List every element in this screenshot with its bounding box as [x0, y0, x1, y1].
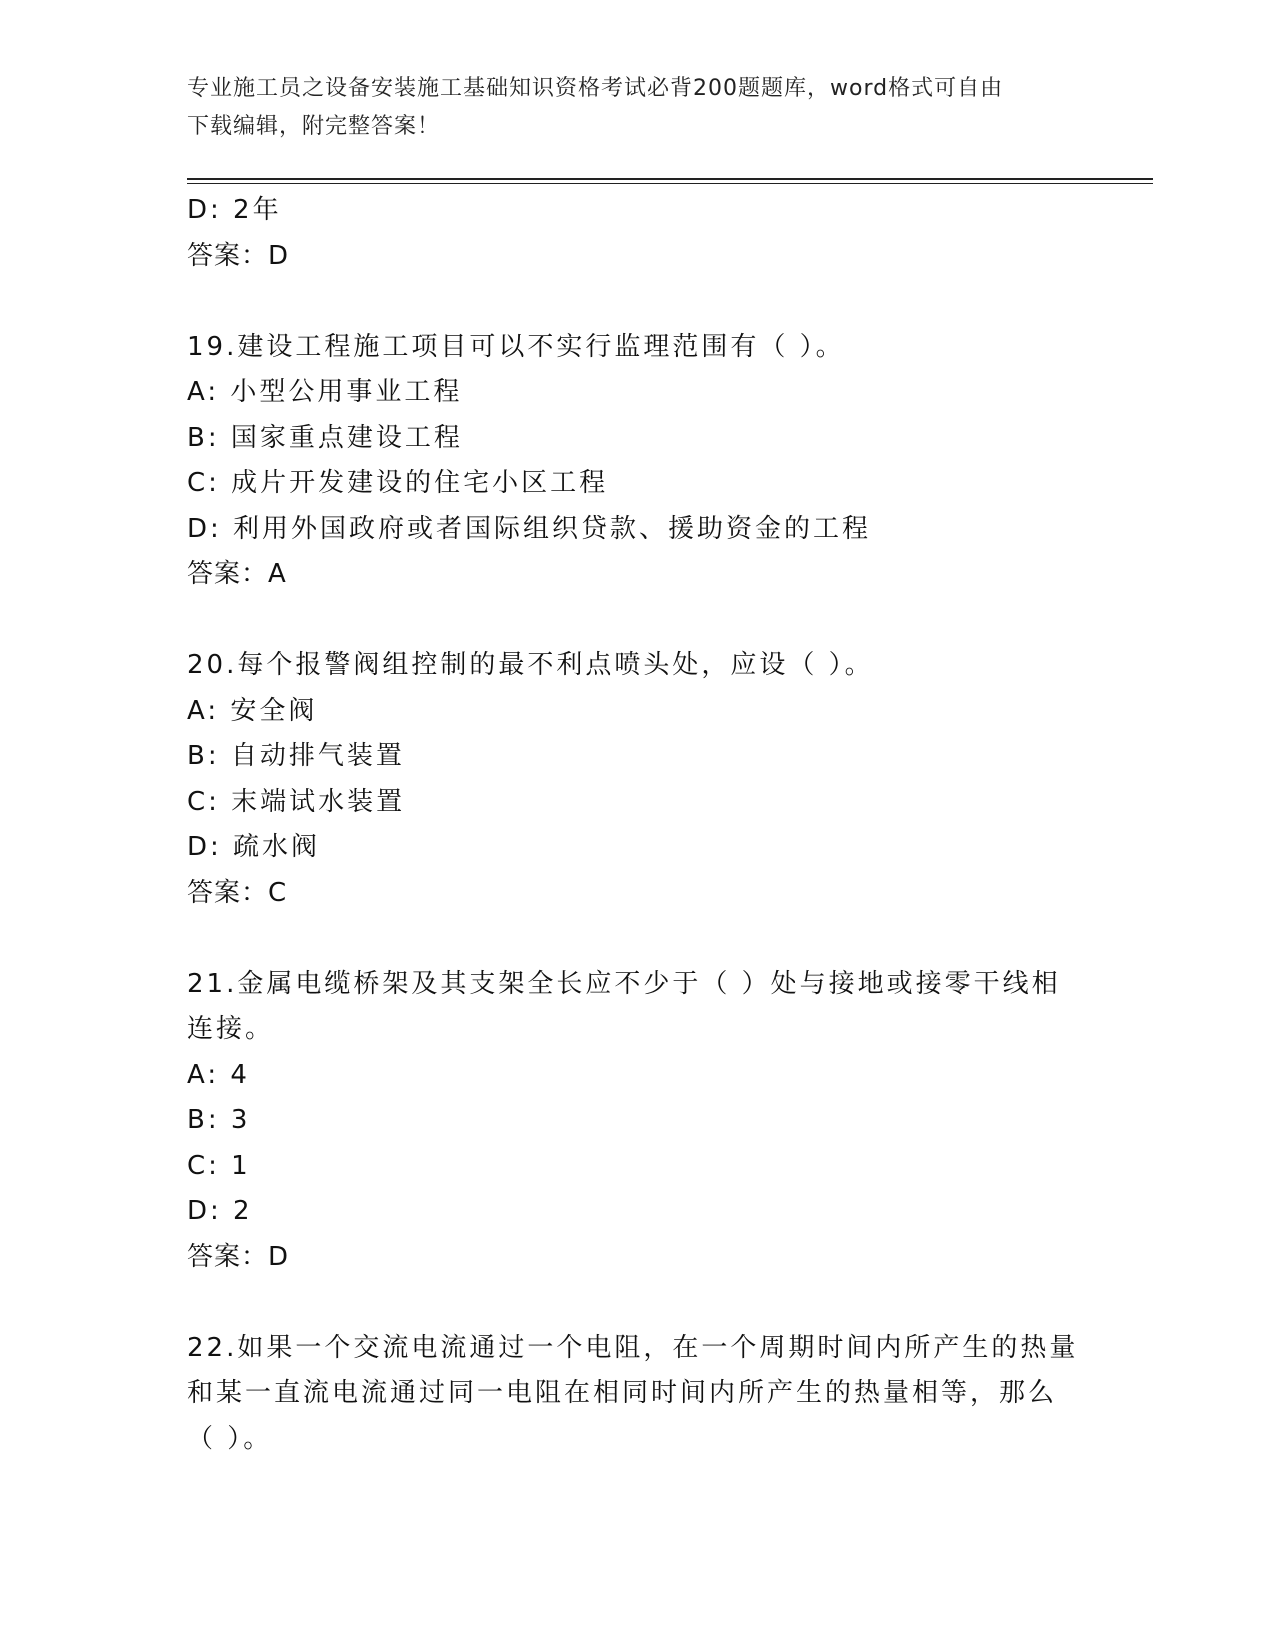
answer-line: 答案：C — [187, 877, 288, 908]
question-19 — [187, 325, 1087, 598]
spacer — [187, 916, 1087, 962]
option-d: D: 2年 — [187, 195, 282, 225]
option-d: D: 疏水阀 — [187, 832, 321, 862]
option-a: A: 安全阀 — [187, 695, 318, 726]
option-a: A: 小型公用事业工程 — [187, 377, 463, 407]
option-c: C: 末端试水装置 — [187, 786, 406, 817]
question-22 — [187, 1326, 1087, 1463]
previous-question-tail — [187, 188, 1087, 279]
header-line-2: 下载编辑，附完整答案！ — [187, 114, 441, 139]
question-21 — [187, 962, 1087, 1281]
spacer — [187, 279, 1087, 325]
question-stem-line-2: 连接。 — [187, 1014, 275, 1044]
option-c: C: 成片开发建设的住宅小区工程 — [187, 468, 609, 498]
question-list — [187, 188, 1087, 1462]
option-b: B: 3 — [187, 1105, 251, 1135]
spacer — [187, 1280, 1087, 1326]
option-b: B: 自动排气装置 — [187, 741, 405, 771]
option-d: D: 2 — [187, 1196, 253, 1226]
option-a: A: 4 — [187, 1059, 250, 1090]
answer-line: 答案：D — [187, 240, 290, 271]
header-line-1: 专业施工员之设备安装施工基础知识资格考试必背200题题库，word格式可自由 — [187, 76, 1004, 101]
spacer — [187, 598, 1087, 644]
answer-line: 答案：A — [187, 559, 287, 589]
question-stem-line-1: 21.金属电缆桥架及其支架全长应不少于（ ）处与接地或接零干线相 — [187, 968, 1061, 999]
answer-line: 答案：D — [187, 1241, 290, 1272]
option-b: B: 国家重点建设工程 — [187, 422, 463, 453]
question-stem: 20.每个报警阀组控制的最不利点喷头处，应设（ ）。 — [187, 650, 874, 680]
question-stem-line-1: 22.如果一个交流电流通过一个电阻，在一个周期时间内所产生的热量 — [187, 1332, 1079, 1363]
question-stem: 19.建设工程施工项目可以不实行监理范围有（ ）。 — [187, 331, 845, 362]
question-20 — [187, 643, 1087, 916]
question-stem-line-3: （ ）。 — [187, 1423, 273, 1454]
option-d: D: 利用外国政府或者国际组织贷款、援助资金的工程 — [187, 513, 872, 544]
header-divider-thick — [187, 178, 1153, 180]
option-c: C: 1 — [187, 1150, 251, 1181]
header-divider-thin — [187, 183, 1153, 184]
document-header — [187, 70, 1087, 146]
question-stem-line-2: 和某一直流电流通过同一电阻在相同时间内所产生的热量相等，那么 — [187, 1378, 1058, 1408]
